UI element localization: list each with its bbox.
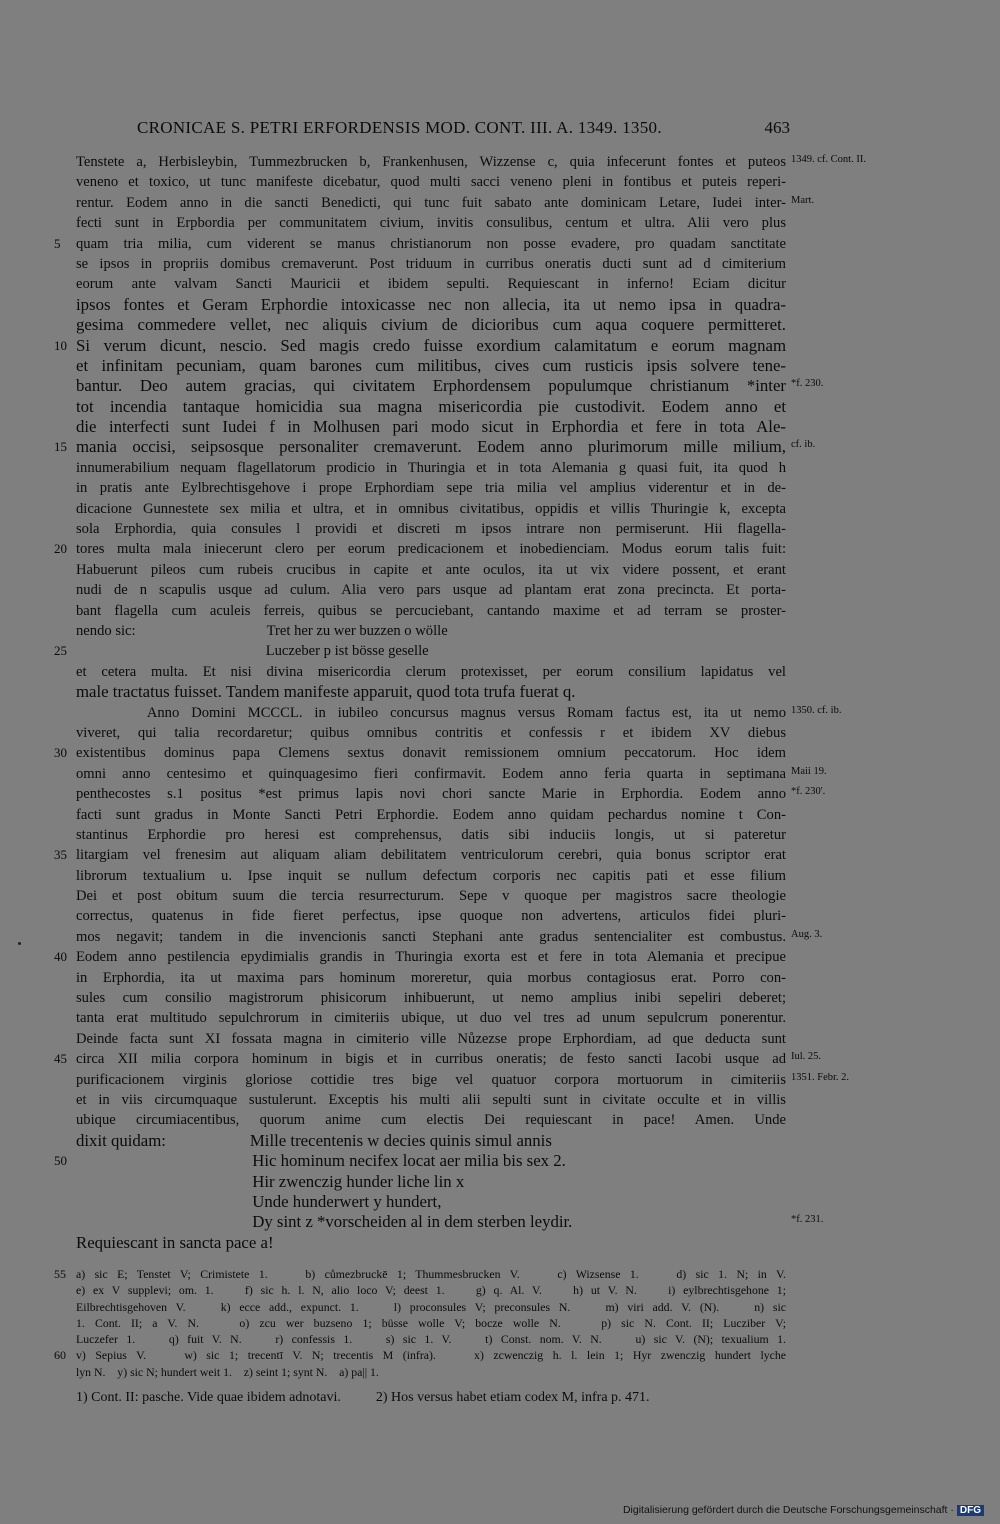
line-text: die interfecti sunt Iudei f in Molhusen pari modo sicut in Erphordia et fere in tota Ale-	[76, 417, 786, 437]
text-line	[76, 295, 786, 315]
running-title: CRONICAE S. PETRI ERFORDENSIS MOD. CONT. III. A. 1349. 1350.	[137, 118, 662, 137]
line-text: male tractatus fuisset. Tandem manifeste apparuit, quod tota trufa fuerat q.	[76, 682, 576, 702]
line-text: gesima commedere vellet, nec aliquis civium de dicioribus cum aqua coquere permitteret.	[76, 315, 786, 335]
dfg-logo: DFG	[957, 1505, 984, 1516]
margin-note: 1349. cf. Cont. II.	[791, 154, 866, 165]
apparatus-line	[76, 1282, 786, 1298]
text-line	[76, 458, 786, 478]
text-line	[76, 1029, 786, 1049]
margin-note: *f. 230'.	[791, 786, 826, 798]
line-text: Hir zwenczig hunder liche lin x	[76, 1171, 465, 1191]
text-line	[54, 641, 786, 661]
text-line	[76, 417, 786, 437]
apparatus-text: e) ex V supplevi; om. 1. f) sic h. l. N, alio loco V; deest 1. g) q. Al. V. h) ut V. N. i) eylbrechtisgehone 1;	[76, 1283, 786, 1298]
line-text: tores multa mala iniecerunt clero per eorum predicacionem et inobedienciam. Modus eorum talis fuit:	[76, 541, 786, 558]
apparatus-text: a) sic E; Tenstet V; Crimistete 1. b) cůmezbruckē 1; Thummesbrucken V. c) Wizsense 1. d) sic 1. N; in V.	[76, 1267, 786, 1281]
line-text: litargiam vel frenesim aut aliquam aliam debilitatem ventriculorum cerebri, quia bonus scriptor erat	[76, 847, 786, 864]
margin-note: Maii 19.	[791, 765, 827, 777]
main-text	[54, 152, 866, 1253]
text-line	[76, 968, 786, 988]
apparatus-text: Luczefer 1. q) fuit V. N. r) confessis 1. s) sic 1. V. t) Const. nom. V. N. u) sic V. (N); texualium 1.	[76, 1332, 786, 1347]
text-line	[76, 254, 786, 274]
line-text: veneno et toxico, ut tunc manifeste dicebatur, quod multi sacci veneno pleni in fontibus et puteis reperi-	[76, 174, 786, 191]
text-line	[76, 682, 786, 702]
apparatus-line	[76, 1299, 786, 1315]
text-line	[76, 906, 786, 926]
margin-note: *f. 230.	[791, 378, 824, 390]
page-number: 463	[764, 118, 790, 137]
text-line	[54, 234, 786, 254]
margin-note: Aug. 3.	[791, 928, 823, 940]
line-number: 5	[54, 235, 61, 251]
line-text: ubique circumiacentibus, quorum anime cum electis Dei requiescant in pace! Amen. Unde	[76, 1112, 786, 1129]
line-text: rentur. Eodem anno in die sancti Benedicti, qui tunc fuit sabato ante dominicam Letare, Iudei inter-	[76, 194, 786, 211]
line-text: Anno Domini MCCCL. in iubileo concursus magnus versus Romam factus est, ita ut nemo	[76, 704, 786, 721]
text-line	[76, 172, 786, 192]
apparatus-line	[76, 1364, 786, 1380]
line-text: et cetera multa. Et nisi divina misericordia clerum protexisset, per eorum consilium lapidatus vel	[76, 663, 786, 680]
line-text: viveret, qui talia recordaretur; quibus omnibus contritis et confessis r et ibidem XV diebus	[76, 724, 786, 741]
text-line	[76, 152, 866, 172]
text-line	[76, 1233, 786, 1253]
text-line	[54, 539, 786, 559]
line-text: mos negavit; tandem in die invencionis sancti Stephani ante gradus sentencialiter est combustus.	[76, 928, 786, 945]
line-number: 15	[54, 439, 67, 455]
line-text: in pratis ante Eylbrechtisgehove i prope Erphordiam sepe tria milia vel amplius viderentur et in de-	[76, 480, 786, 497]
margin-note: 1351. Febr. 2.	[791, 1071, 850, 1083]
line-text: tanta erat multitudo sepulchrorum in cimiteriis ubique, ut duo vel tres ad unum sepulcrum ponerentur.	[76, 1010, 786, 1027]
text-line	[54, 1151, 786, 1171]
text-line	[76, 886, 786, 906]
apparatus-line	[76, 1315, 786, 1331]
text-line	[76, 784, 826, 804]
critical-apparatus	[54, 1266, 786, 1380]
text-line	[76, 988, 786, 1008]
line-text: et infinitam pecuniam, quam barones cum militibus, cives cum rusticis ipsis solvere tene-	[76, 355, 786, 375]
text-line	[76, 825, 786, 845]
text-line	[54, 947, 786, 967]
text-line	[76, 723, 786, 743]
text-line	[76, 1131, 786, 1151]
margin-note: Iul. 25.	[791, 1051, 822, 1063]
margin-note: cf. ib.	[791, 439, 816, 451]
line-text: fecti sunt in Erpbordia per communitatem civium, invitis consulibus, centum et ultra. Alii vero plus	[76, 215, 786, 232]
footnote-2: 2) Hos versus habet etiam codex M, infra p. 471.	[375, 1390, 650, 1405]
line-text: bant flagella cum aculeis ferreis, quibus se percuciebant, cantando maxime et ad terram se proster-	[76, 602, 786, 619]
line-number: 60	[54, 1348, 66, 1363]
line-text: Hic hominum necifex locat aer milia bis sex 2.	[76, 1151, 566, 1171]
text-line	[54, 1049, 822, 1069]
line-text: dixit quidam: Mille trecentenis w decies quinis simul annis	[76, 1130, 552, 1150]
line-text: sola Erphordia, quia consules l providi et discreti m ipsos intrare non permiserunt. Hii flagella-	[76, 521, 786, 538]
text-line	[76, 376, 824, 396]
line-number: 40	[54, 949, 67, 965]
text-line	[76, 1212, 824, 1232]
line-text: stantinus Erphordie pro heresi est comprehensus, datis sibi induciis longis, ut si pateretur	[76, 826, 786, 843]
line-text: librorum textualium u. Ipse inquit se nullum defectum corporis nec capitis pati et esse filium	[76, 867, 786, 884]
line-number: 10	[54, 337, 67, 353]
text-line	[76, 580, 786, 600]
text-line	[76, 397, 786, 417]
dfg-footer	[623, 1504, 984, 1516]
text-line	[76, 1110, 786, 1130]
line-number: 55	[54, 1267, 66, 1281]
line-text: innumerabilium nequam flagellatorum prodicio in Thuringia et in tota Alemania g quasi fuit, ita quod h	[76, 459, 786, 476]
line-text: Unde hunderwert y hundert,	[76, 1191, 442, 1211]
line-text: tot incendia tantaque homicidia sua magna misericordia pie custodivit. Eodem anno et	[76, 396, 786, 416]
line-number: 30	[54, 745, 67, 761]
footnote-1: 1) Cont. II: pasche. Vide quae ibidem adnotavi.	[76, 1390, 341, 1405]
apparatus-text: 1. Cont. II; a V. N. o) zcu wer buzseno 1; büsse wolle V; bocze wolle N. p) sic N. Cont. II; Lucziber V;	[76, 1315, 786, 1330]
text-line	[76, 213, 786, 233]
text-line	[54, 437, 816, 457]
line-text: ipsos fontes et Geram Erphordie intoxicasse nec non allecia, ita ut nemo ipsa in quadra-	[76, 294, 786, 314]
text-line	[76, 621, 786, 641]
text-line	[54, 743, 786, 763]
line-text: quam tria milia, cum viderent se manus christianorum non posse evadere, pro quadam sanctitate	[76, 235, 786, 252]
text-line	[76, 1008, 786, 1028]
line-text: correctus, quatenus in fide fieret perfectus, ipse quoque non advertens, articulos fidei pluri-	[76, 908, 786, 925]
text-line	[54, 335, 786, 356]
line-text: bantur. Deo autem gracias, qui civitatem Erphordensem populumque christianum *inter	[76, 376, 786, 396]
line-text: existentibus dominus papa Clemens sextus donavit remissionem omnium peccatorum. Hoc idem	[76, 745, 786, 762]
scan-speck	[18, 942, 21, 945]
line-text: Deinde facta sunt XI fossata magna in cimiterio ville Nůzezse prope Erphordiam, ad que deducta sunt	[76, 1030, 786, 1047]
text-line	[76, 601, 786, 621]
line-number: 20	[54, 541, 67, 557]
line-text: purificacionem virginis gloriose cottidie tres bige vel quatuor corpora mortuorum in cimiteriis	[76, 1071, 786, 1088]
line-text: Eodem anno pestilencia epydimialis grandis in Thuringia exorta est et fere in tota Alemania et precipue	[76, 949, 786, 966]
text-line	[76, 274, 786, 294]
line-text: Dei et post obitum suum die tercia resurrecturum. Sepe v quoque per magistros sacre theologie	[76, 888, 786, 905]
line-text: omni anno centesimo et quinquagesimo fieri confirmavit. Eodem anno feria quarta in septimana	[76, 765, 786, 782]
text-line	[76, 1172, 786, 1192]
text-line	[76, 356, 786, 376]
line-number: 35	[54, 847, 67, 863]
footnotes	[76, 1390, 786, 1406]
line-text: se ipsos in propriis domibus cremaverunt. Post triduum in curribus oneratis ducti sunt ad d cimiterium	[76, 255, 786, 272]
text-line	[76, 478, 786, 498]
line-text: in Erphordia, ita ut maxima pars hominum moreretur, quia morbus contagiosus erat. Porro con-	[76, 969, 786, 986]
apparatus-line	[76, 1331, 786, 1347]
line-text: mania occisi, seipsosque personaliter cremaverunt. Eodem anno plurimorum mille milium,	[76, 437, 786, 457]
text-line	[76, 866, 786, 886]
line-number: 50	[54, 1153, 67, 1169]
text-line	[76, 805, 786, 825]
apparatus-line	[54, 1347, 786, 1363]
line-number: 25	[54, 643, 67, 659]
text-line	[76, 560, 786, 580]
margin-note: 1350. cf. ib.	[791, 704, 842, 716]
apparatus-text: v) Sepius V. w) sic 1; trecentī V. N; trecentis M (infra). x) zcwenczig h. l. lein 1; Hyr zwenczig hundert lyche	[76, 1348, 786, 1363]
line-text: Tenstete a, Herbisleybin, Tummezbrucken b, Frankenhusen, Wizzense c, quia infecerunt fontes et puteos	[76, 154, 786, 170]
margin-note: *f. 231.	[791, 1214, 824, 1226]
text-line	[76, 703, 842, 723]
text-line	[54, 845, 786, 865]
text-line	[76, 662, 786, 682]
line-text: dicacione Gunnestete sex milia et ultra, et in omnibus civitatibus, oppidis et villis Thuringie k, excepta	[76, 500, 786, 517]
line-text: facti sunt gradus in Monte Sancti Petri Erphordie. Eodem anno quidam pechardus nomine t Con-	[76, 806, 786, 823]
text-line	[76, 1070, 850, 1090]
text-line	[76, 519, 786, 539]
line-text: nudi de n scapulis usque ad culum. Alia vero pars usque ad plantam erat zona precincta. Et porta-	[76, 582, 786, 599]
text-line	[76, 764, 827, 784]
line-text: Si verum dicunt, nescio. Sed magis credo fuisse exordium calamitatum e eorum magnam	[76, 335, 786, 355]
text-line	[76, 315, 786, 335]
line-text: Requiescant in sancta pace a!	[76, 1232, 274, 1252]
line-text: Luczeber p ist bösse geselle	[76, 643, 429, 660]
apparatus-text: Eilbrechtisgehoven V. k) ecce add., expunct. 1. l) proconsules V; preconsules N. m) viri add. V. (N). n) sic	[76, 1299, 786, 1314]
text-line	[76, 499, 786, 519]
line-number: 45	[54, 1051, 67, 1067]
line-text: sules cum consilio magistrorum phisicorum inhibuerunt, ut nemo amplius inibi sepeliri deberet;	[76, 990, 786, 1007]
dfg-credit: Digitalisierung gefördert durch die Deutsche Forschungsgemeinschaft ·	[622, 1504, 954, 1516]
line-text: Dy sint z *vorscheiden al in dem sterben leydir.	[76, 1212, 573, 1232]
line-text: penthecostes s.1 positus *est primus lapis novi chori sancte Marie in Erphordia. Eodem anno	[76, 786, 786, 803]
line-text: circa XII milia corpora hominum in bigis et in curribus oneratis; de festo sancti Iacobi usque ad	[76, 1051, 786, 1068]
line-text: eorum ante valvam Sancti Mauricii et ibidem sepulti. Requiescant in inferno! Eciam dicitur	[76, 276, 786, 293]
line-text: et in viis circumquaque sustulerunt. Exceptis his multi alii sepulti sunt in civitate occulte et in villis	[76, 1091, 786, 1108]
text-line	[76, 927, 823, 947]
text-line	[76, 1090, 786, 1110]
margin-note: Mart.	[791, 194, 815, 206]
apparatus-line	[54, 1266, 786, 1282]
text-line	[76, 193, 815, 213]
apparatus-text: lyn N. y) sic N; hundert weit 1. z) seint 1; synt N. a) pa|| 1.	[76, 1364, 379, 1379]
line-text: Habuerunt pileos cum rubeis crucibus in capite et ante oculos, ita ut vix videre possent, et erant	[76, 561, 786, 578]
line-text: nendo sic: Tret her zu wer buzzen o wölle	[76, 622, 448, 639]
text-line	[76, 1192, 786, 1212]
